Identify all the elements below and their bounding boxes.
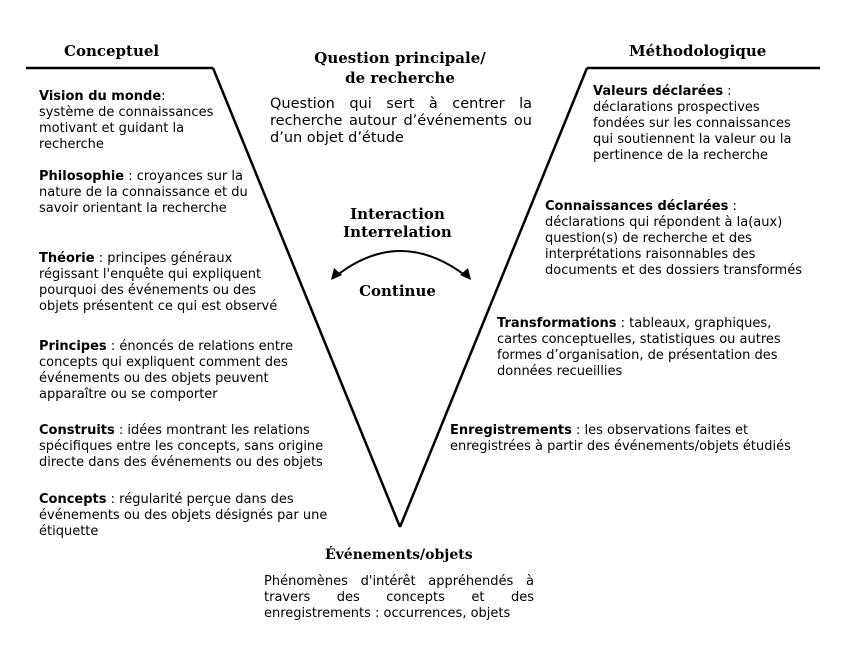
header-methodologique: Méthodologique xyxy=(629,42,767,60)
term: Principes xyxy=(39,339,107,354)
term: Valeurs déclarées xyxy=(593,84,724,99)
question-title-line2: de recherche xyxy=(345,69,455,87)
sep: : xyxy=(616,316,626,331)
sep: : xyxy=(94,251,104,266)
term: Concepts xyxy=(39,492,107,507)
right-block-transformations xyxy=(497,316,787,380)
left-block-vision xyxy=(39,89,229,153)
center-interaction xyxy=(320,205,475,241)
term: Connaissances déclarées xyxy=(545,199,729,214)
sep: : xyxy=(114,423,124,438)
desc: les observations faites et enregistrées à partir des événements/objets étudiés xyxy=(450,423,791,454)
center-line1: Interaction xyxy=(350,205,445,223)
header-question xyxy=(300,48,500,88)
sep: : xyxy=(728,199,737,214)
term: Enregistrements xyxy=(450,423,572,438)
left-block-principes xyxy=(39,339,301,403)
sep: : xyxy=(723,84,732,99)
term: Théorie xyxy=(39,251,95,266)
right-block-enregistrements xyxy=(450,423,800,455)
question-title-line1: Question principale/ xyxy=(314,49,486,67)
interaction-arc xyxy=(336,251,466,276)
left-block-theorie xyxy=(39,251,289,315)
sep: : xyxy=(106,492,116,507)
right-block-connaissances xyxy=(545,199,815,279)
left-block-construits xyxy=(39,423,339,471)
desc: tableaux, graphiques, cartes conceptuelles, statistiques ou autres formes d’organisation, de présentation des données recueillies xyxy=(497,316,781,379)
arrow-right-icon xyxy=(460,268,471,280)
term: Vision du monde xyxy=(39,89,162,104)
arrow-left-icon xyxy=(331,268,342,280)
desc: idées montrant les relations spécifiques entre les concepts, sans origine directe dans des événements ou des objets xyxy=(39,423,324,470)
center-continue: Continue xyxy=(359,282,436,300)
sep: : xyxy=(124,169,133,184)
desc: croyances sur la nature de la connaissance et du savoir orientant la recherche xyxy=(39,169,248,216)
center-line2: Interrelation xyxy=(343,223,452,241)
sep: : xyxy=(161,89,166,104)
bottom-text: Phénomènes d'intérêt appréhendés à travers des concepts et des enregistrements : occurrences, objets xyxy=(264,574,534,621)
right-block-valeurs xyxy=(593,84,808,164)
desc: système de connaissances motivant et guidant la recherche xyxy=(39,105,214,152)
question-text: Question qui sert à centrer la recherche autour d’événements ou d’un objet d’étude xyxy=(270,96,532,146)
term: Construits xyxy=(39,423,115,438)
sep: : xyxy=(571,423,581,438)
header-evenements-objets: Événements/objets xyxy=(325,547,473,563)
desc: principes généraux régissant l'enquête qui expliquent pourquoi des événements ou des objets présentent ce qui est observé xyxy=(39,251,278,314)
sep: : xyxy=(106,339,116,354)
term: Philosophie xyxy=(39,169,125,184)
desc: déclarations qui répondent à la(aux) question(s) de recherche et des interprétations raisonnables des documents et des dossiers transformés xyxy=(545,215,802,278)
desc: déclarations prospectives fondées sur les connaissances qui soutiennent la valeur ou la pertinence de la recherche xyxy=(593,100,792,163)
desc: énoncés de relations entre concepts qui expliquent comment des événements ou des objets peuvent apparaître ou se comporter xyxy=(39,339,294,402)
desc: régularité perçue dans des événements ou des objets désignés par une étiquette xyxy=(39,492,328,539)
header-conceptuel: Conceptuel xyxy=(64,42,160,60)
term: Transformations xyxy=(497,316,617,331)
left-block-concepts xyxy=(39,492,339,540)
left-block-philosophie xyxy=(39,169,254,217)
